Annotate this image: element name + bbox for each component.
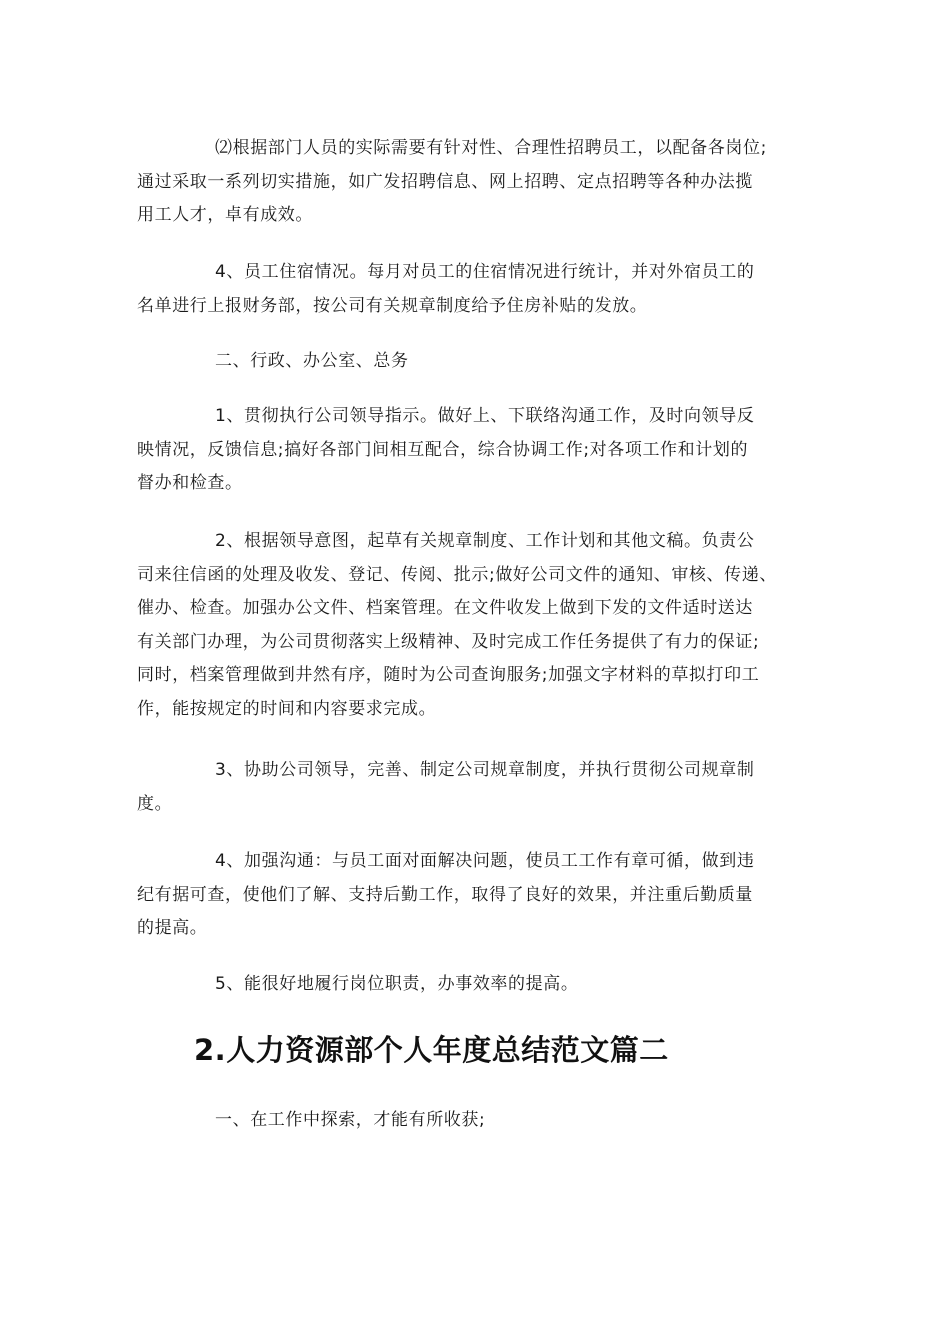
article-heading: 2.人力资源部个人年度总结范文篇二 (194, 1033, 669, 1067)
paragraph-duties (137, 968, 817, 1002)
paragraph-line: 督办和检查。 (137, 473, 243, 493)
paragraph-recruitment (137, 132, 817, 233)
paragraph-line: 映情况，反馈信息;搞好各部门间相互配合，综合协调工作;对各项工作和计划的 (137, 439, 749, 460)
paragraph-line: 通过采取一系列切实措施，如广发招聘信息、网上招聘、定点招聘等各种办法揽 (137, 171, 753, 192)
paragraph-line: 作，能按规定的时间和内容要求完成。 (137, 698, 437, 719)
paragraph-line: 度。 (137, 793, 173, 814)
paragraph-line: 名单进行上报财务部，按公司有关规章制度给予住房补贴的发放。 (137, 295, 648, 316)
section-heading-admin (137, 345, 817, 379)
paragraph-communication (137, 845, 817, 946)
paragraph-instructions (137, 400, 817, 501)
paragraph-line: 的提高。 (137, 918, 208, 938)
paragraph-line: 有关部门办理，为公司贯彻落实上级精神、及时完成工作任务提供了有力的保证; (137, 631, 760, 652)
paragraph-line: 同时，档案管理做到井然有序，随时为公司查询服务;加强文字材料的草拟打印工 (137, 665, 760, 685)
paragraph-explore (137, 1104, 817, 1138)
paragraph-line: 5、能很好地履行岗位职责，办事效率的提高。 (215, 974, 579, 994)
paragraph-line: 二、行政、办公室、总务 (215, 351, 409, 371)
paragraph-line: 1、贯彻执行公司领导指示。做好上、下联络沟通工作，及时向领导反 (215, 406, 755, 426)
paragraph-line: 4、加强沟通：与员工面对面解决问题，使员工工作有章可循，做到违 (215, 851, 755, 871)
paragraph-regulations (137, 754, 817, 821)
paragraph-line: 用工人才，卓有成效。 (137, 205, 313, 225)
paragraph-line: 司来往信函的处理及收发、登记、传阅、批示;做好公司文件的通知、审核、传递、 (137, 564, 777, 585)
paragraph-line: 催办、检查。加强办公文件、档案管理。在文件收发上做到下发的文件适时送达 (137, 598, 753, 618)
paragraph-line: ⑵根据部门人员的实际需要有针对性、合理性招聘员工，以配备各岗位; (215, 138, 767, 158)
paragraph-line: 一、在工作中探索，才能有所收获; (215, 1110, 486, 1130)
paragraph-line: 纪有据可查，使他们了解、支持后勤工作，取得了良好的效果，并注重后勤质量 (137, 884, 753, 905)
paragraph-line: 2、根据领导意图，起草有关规章制度、工作计划和其他文稿。负责公 (215, 531, 755, 551)
paragraph-line: 4、员工住宿情况。每月对员工的住宿情况进行统计，并对外宿员工的 (215, 262, 755, 282)
paragraph-line: 3、协助公司领导，完善、制定公司规章制度，并执行贯彻公司规章制 (215, 760, 755, 780)
paragraph-housing (137, 256, 817, 323)
paragraph-documents (137, 525, 817, 726)
